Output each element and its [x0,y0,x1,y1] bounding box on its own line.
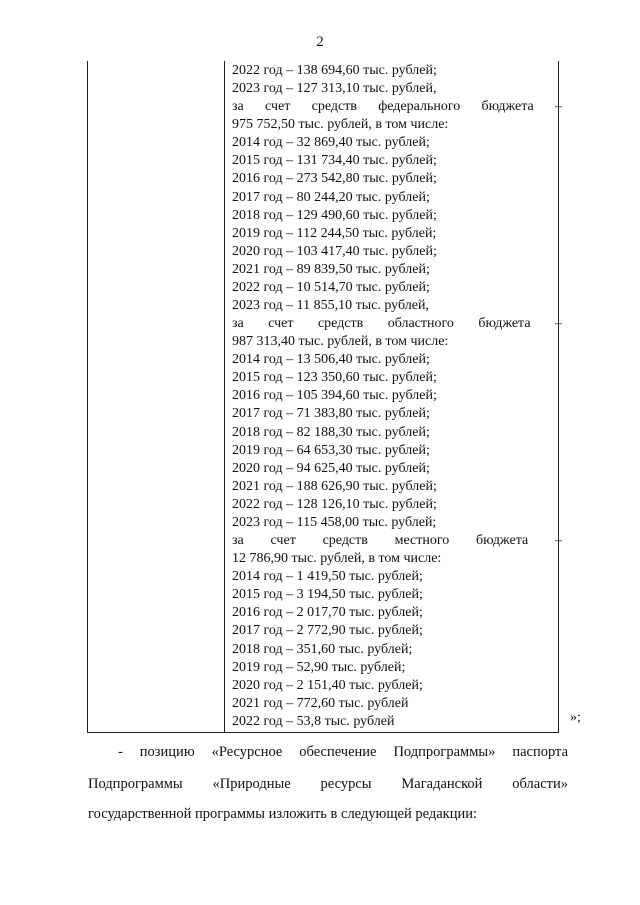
funding-line: 2022 год – 10 514,70 тыс. рублей; [232,279,430,295]
funding-line: 2022 год – 53,8 тыс. рублей [232,713,395,729]
funding-line: 12 786,90 тыс. рублей, в том числе: [232,551,442,567]
funding-line: 2022 год – 128 126,10 тыс. рублей; [232,496,437,512]
funding-line: 2016 год – 273 542,80 тыс. рублей; [232,171,437,187]
funding-line: 2014 год – 1 419,50 тыс. рублей; [232,569,423,585]
funding-line: 2017 год – 2 772,90 тыс. рублей; [232,623,423,639]
funding-line: 2023 год – 127 313,10 тыс. рублей, [232,81,437,97]
page-number: 2 [316,34,324,50]
funding-line: 2020 год – 103 417,40 тыс. рублей; [232,243,437,259]
funding-line: 2019 год – 52,90 тыс. рублей; [232,659,406,675]
table-column-divider [224,61,225,733]
funding-line: за счет средств областного бюджета – [232,316,562,332]
funding-line: 2014 год – 13 506,40 тыс. рублей; [232,352,430,368]
funding-line: 2022 год – 138 694,60 тыс. рублей; [232,63,437,78]
funding-line: за счет средств местного бюджета – [232,533,562,549]
funding-line: 2015 год – 123 350,60 тыс. рублей; [232,370,437,386]
funding-line: 2021 год – 772,60 тыс. рублей [232,695,409,711]
funding-line: 2016 год – 2 017,70 тыс. рублей; [232,605,423,621]
funding-line: 2017 год – 71 383,80 тыс. рублей; [232,406,430,422]
funding-line: 2019 год – 112 244,50 тыс. рублей; [232,225,437,241]
closing-quote-mark: »; [570,710,581,725]
funding-line: 2021 год – 188 626,90 тыс. рублей; [232,478,437,494]
resource-funding-cell [232,62,562,731]
funding-line: 2018 год – 351,60 тыс. рублей; [232,641,413,657]
funding-line: за счет средств федерального бюджета – [232,99,562,115]
funding-line: 2020 год – 2 151,40 тыс. рублей; [232,677,423,693]
funding-line: 2015 год – 131 734,40 тыс. рублей; [232,153,437,169]
funding-line: 2017 год – 80 244,20 тыс. рублей; [232,189,430,205]
funding-line: 2015 год – 3 194,50 тыс. рублей; [232,587,423,603]
funding-line: 2018 год – 129 490,60 тыс. рублей; [232,207,437,223]
funding-line: 2020 год – 94 625,40 тыс. рублей; [232,460,430,476]
funding-line: 2019 год – 64 653,30 тыс. рублей; [232,442,430,458]
instruction-paragraph-line-1: - позицию «Ресурсное обеспечение Подпрограммы» паспорта [118,744,568,760]
funding-line: 987 313,40 тыс. рублей, в том числе: [232,334,449,350]
funding-line: 2018 год – 82 188,30 тыс. рублей; [232,424,430,440]
funding-line: 2023 год – 11 855,10 тыс. рублей, [232,298,429,314]
funding-line: 2023 год – 115 458,00 тыс. рублей; [232,514,437,530]
funding-line: 2021 год – 89 839,50 тыс. рублей; [232,261,430,277]
funding-line: 2014 год – 32 869,40 тыс. рублей; [232,135,430,151]
instruction-paragraph-line-2: Подпрограммы «Природные ресурсы Магаданской области» [88,776,568,792]
funding-line: 975 752,50 тыс. рублей, в том числе: [232,117,449,133]
instruction-paragraph-line-3: государственной программы изложить в следующей редакции: [88,806,478,822]
funding-line: 2016 год – 105 394,60 тыс. рублей; [232,388,437,404]
